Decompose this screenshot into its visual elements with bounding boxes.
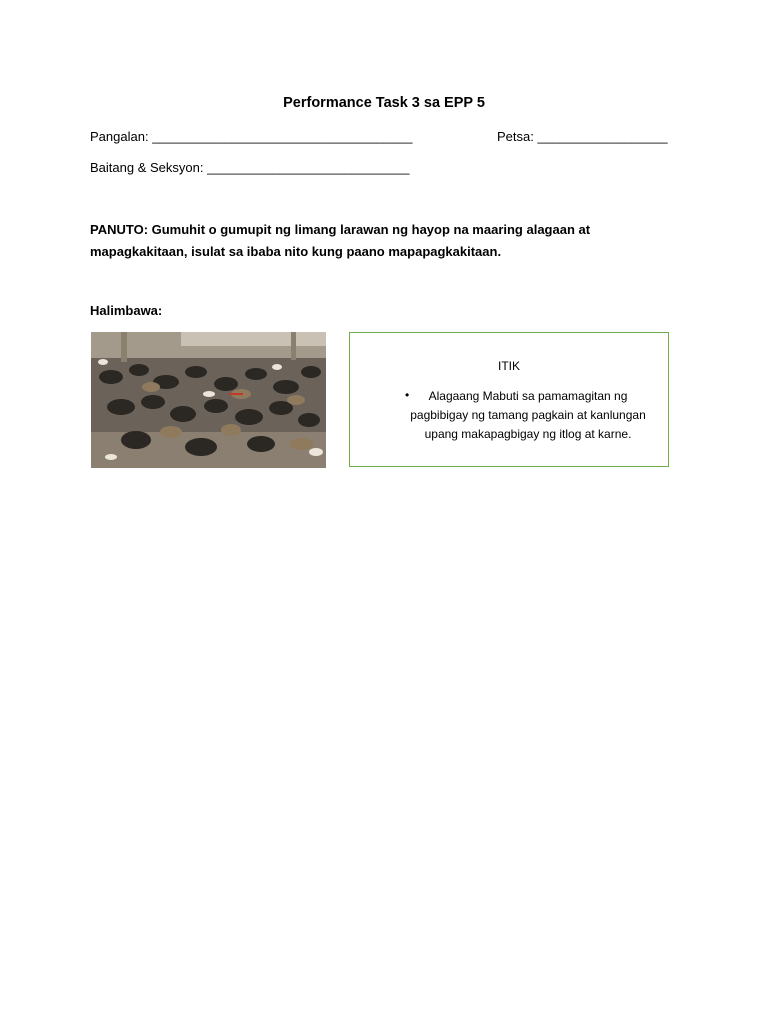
animal-name: ITIK	[497, 359, 520, 373]
bullet-icon: •	[405, 388, 410, 402]
grade-section-blank-line[interactable]: ____________________________	[207, 160, 410, 175]
date-label: Petsa:	[497, 129, 534, 144]
example-description-box	[349, 332, 669, 467]
care-description: Alagaang Mabuti sa pamamagitan ng pagbibigay ng tamang pagkain at kanlungan upang makapagbigay ng itlog at karne.	[410, 389, 646, 441]
page-title: Performance Task 3 sa EPP 5	[283, 95, 485, 111]
grade-section-label: Baitang & Seksyon:	[90, 160, 204, 175]
name-field	[90, 129, 412, 144]
example-label: Halimbawa:	[90, 303, 163, 318]
ducks-photo	[91, 332, 326, 468]
date-blank-line[interactable]: __________________	[537, 129, 668, 144]
date-field	[497, 129, 668, 144]
name-blank-line[interactable]: ____________________________________	[152, 129, 413, 144]
grade-section-field	[90, 160, 410, 175]
directions-text: PANUTO: Gumuhit o gumupit ng limang larawan ng hayop na maaring alagaan at mapagkakitaan, isulat sa ibaba nito kung paano mapapagkakitaan.	[90, 222, 591, 259]
name-label: Pangalan:	[90, 129, 149, 144]
